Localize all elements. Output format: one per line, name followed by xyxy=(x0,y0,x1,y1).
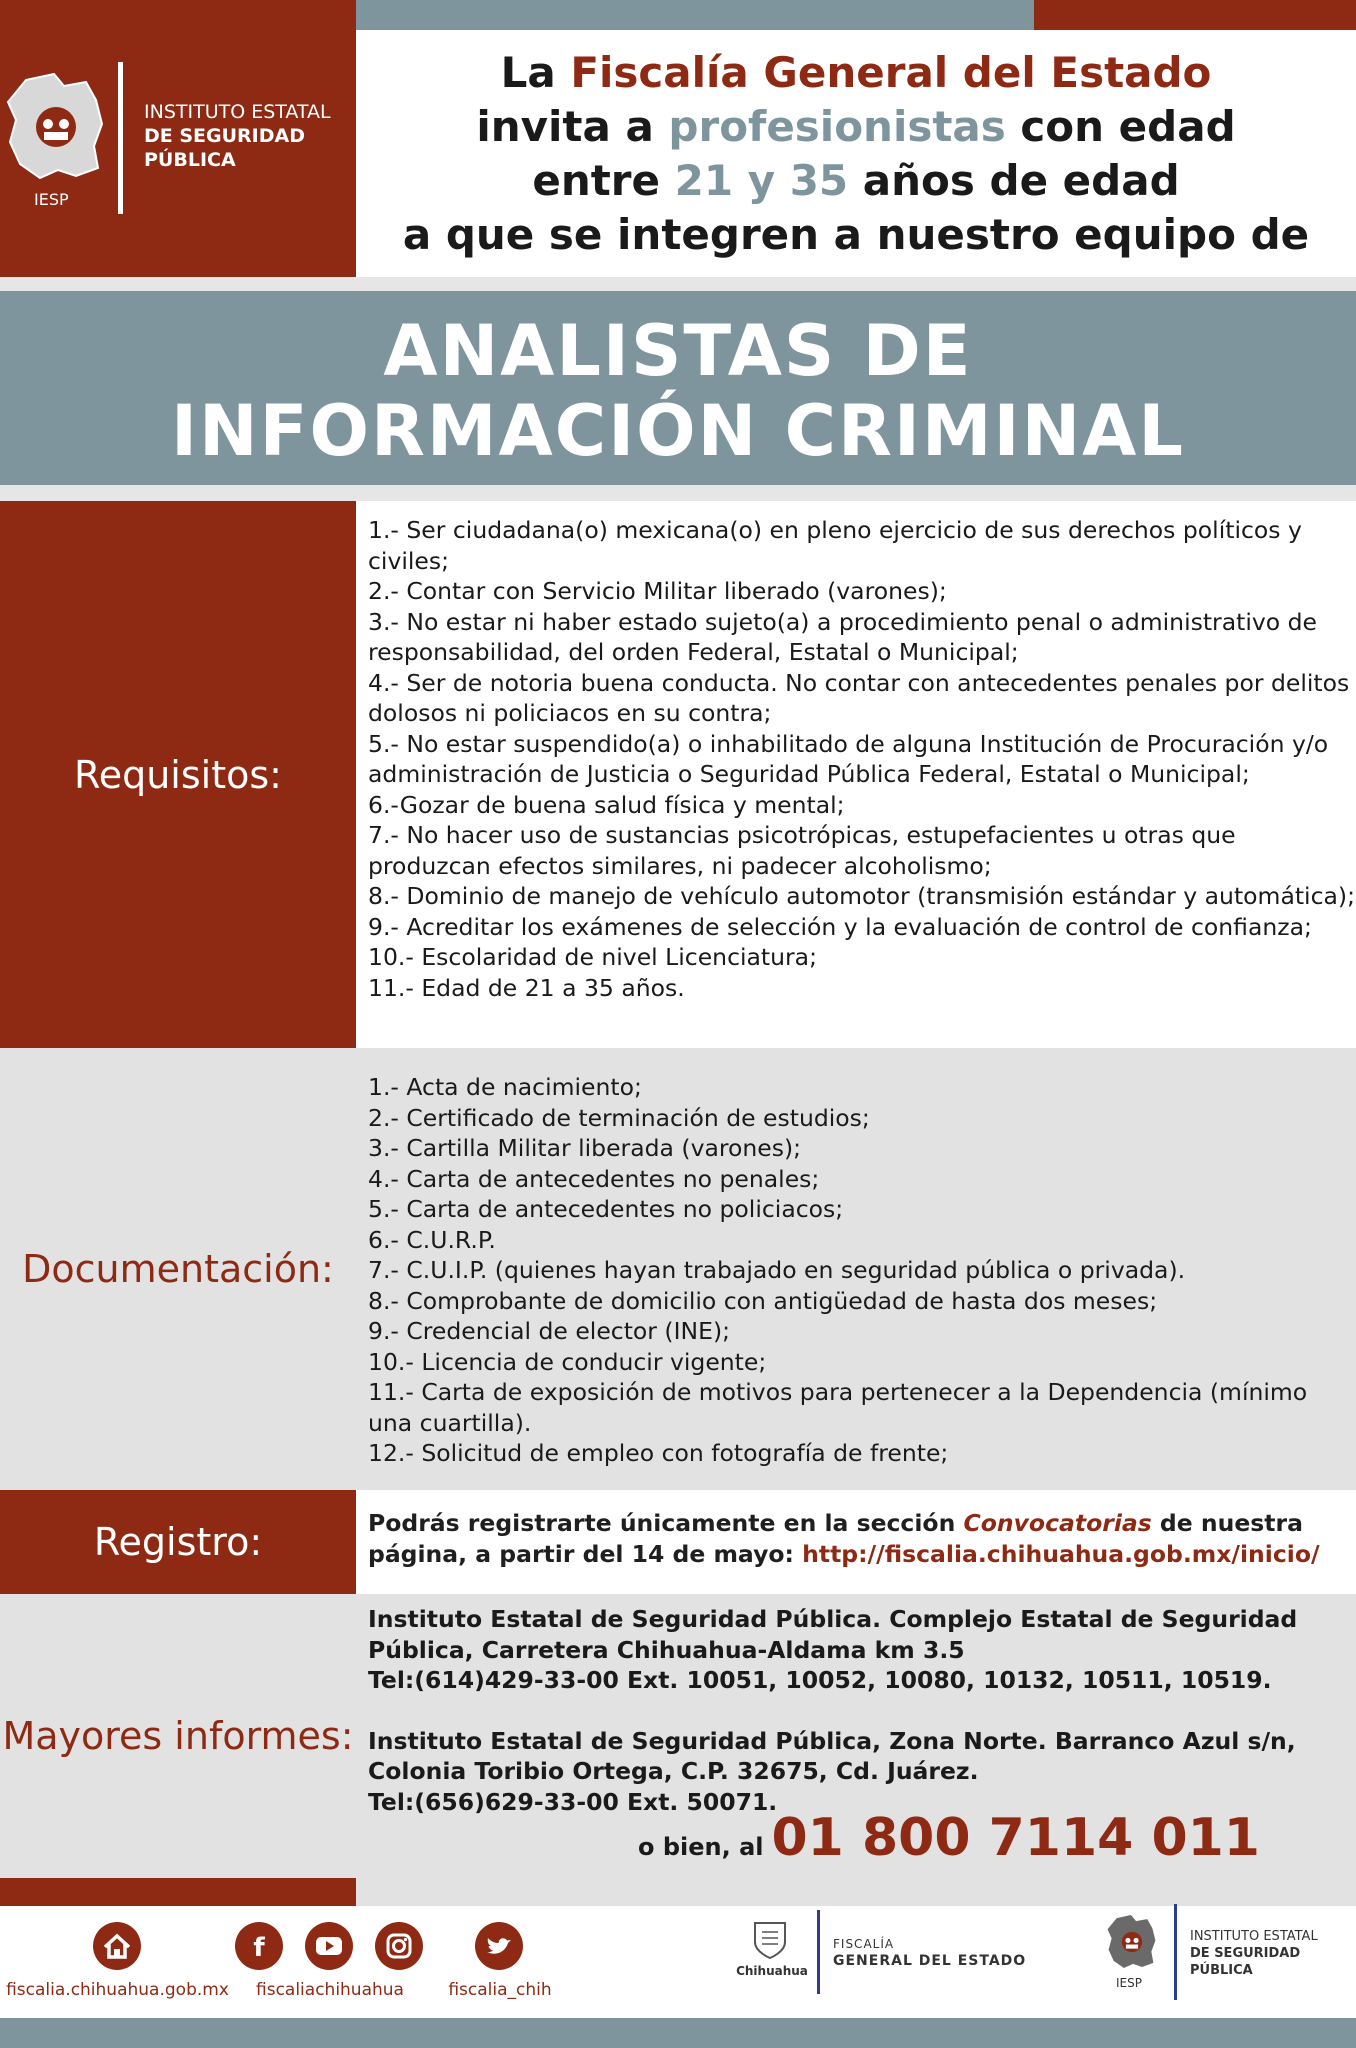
logo-divider xyxy=(817,1910,820,1994)
list-item: 4.- Ser de notoria buena conducta. No contar con antecedentes penales por delitos dolosos ni policiacos en su contra; xyxy=(368,668,1350,727)
home-icon[interactable] xyxy=(93,1922,141,1970)
chihuahua-shield-icon xyxy=(752,1920,788,1960)
title-line1: ANALISTAS DE xyxy=(383,310,973,392)
list-item: 11.- Carta de exposición de motivos para pertenecer a la Dependencia (mínimo una cuartilla). xyxy=(368,1378,1308,1437)
list-item: 3.- Cartilla Militar liberada (varones); xyxy=(368,1134,802,1162)
informes-label: Mayores informes: xyxy=(0,1594,356,1878)
list-item: 2.- Certificado de terminación de estudios; xyxy=(368,1103,870,1132)
separator xyxy=(0,277,1356,291)
list-item: 9.- Credencial de elector (INE); xyxy=(368,1317,731,1345)
registro-section-name: Convocatorias xyxy=(963,1509,1152,1537)
list-item: 1.- Acta de nacimiento; xyxy=(368,1073,642,1101)
iesp-line3: PÚBLICA xyxy=(1190,1963,1253,1978)
iesp-caption: IESP xyxy=(34,190,69,209)
intro-text xyxy=(356,30,1356,277)
top-bar-red xyxy=(1034,0,1356,30)
intro-line3-pre: entre xyxy=(532,156,675,205)
intro-line2-post: con edad xyxy=(1005,102,1236,151)
youtube-icon[interactable] xyxy=(305,1922,353,1970)
documentacion-list xyxy=(356,1048,1356,1490)
requisitos-label: Requisitos: xyxy=(0,501,356,1048)
fge-logo-text xyxy=(833,1936,1026,1970)
top-bar-slate xyxy=(356,0,1034,30)
list-item: 2.- Contar con Servicio Militar liberado (varones); xyxy=(368,577,947,605)
iesp-line2: DE SEGURIDAD xyxy=(1190,1946,1301,1961)
office2-address: Instituto Estatal de Seguridad Pública, Zona Norte. Barranco Azul s/n, Colonia Toribio Ortega, C.P. 32675, Cd. Juárez. xyxy=(368,1726,1296,1785)
footer-bar-grey xyxy=(356,1878,1356,1906)
intro-line1-accent: Fiscalía General del Estado xyxy=(570,48,1212,97)
list-item: 12.- Solicitud de empleo con fotografía de frente; xyxy=(368,1439,949,1467)
documentacion-label: Documentación: xyxy=(0,1048,356,1490)
logo-divider xyxy=(1174,1904,1177,2000)
office1-address: Instituto Estatal de Seguridad Pública. Complejo Estatal de Seguridad Pública, Carretera Chihuahua-Aldama km 3.5 xyxy=(368,1605,1298,1664)
intro-line2-accent: profesionistas xyxy=(668,102,1006,151)
intro-line4: a que se integren a nuestro equipo de xyxy=(402,210,1310,259)
list-item: 10.- Escolaridad de nivel Licenciatura; xyxy=(368,943,818,971)
list-item: 10.- Licencia de conducir vigente; xyxy=(368,1347,767,1376)
state-map-icon xyxy=(6,72,106,182)
list-item: 5.- No estar suspendido(a) o inhabilitado de alguna Institución de Procuración y/o administración de Justicia o Seguridad Pública Federal, Estatal o Municipal; xyxy=(368,729,1329,788)
registro-text-mid: de nuestra página, a partir del 14 de mayo: xyxy=(368,1509,1303,1568)
logo-name-line2: DE SEGURIDAD xyxy=(144,125,305,147)
state-map-icon xyxy=(1106,1914,1158,1970)
list-item: 8.- Dominio de manejo de vehículo automotor (transmisión estándar y automática); xyxy=(368,882,1355,910)
list-item: 8.- Comprobante de domicilio con antigüedad de hasta dos meses; xyxy=(368,1286,1158,1315)
phone-prefix: o bien, al xyxy=(637,1833,764,1861)
bottom-strip xyxy=(0,2018,1356,2048)
list-item: 9.- Acreditar los exámenes de selección y la evaluación de control de confianza; xyxy=(368,912,1312,941)
phone-number[interactable]: 01 800 7114 011 xyxy=(771,1808,1260,1868)
iesp-line1: INSTITUTO ESTATAL xyxy=(1190,1929,1318,1944)
iesp-logo-name xyxy=(144,100,331,172)
separator xyxy=(0,485,1356,501)
list-item: 7.- No hacer uso de sustancias psicotrópicas, estupefacientes u otras que produzcan efectos similares, ni padecer alcoholismo; xyxy=(368,821,1236,880)
logo-divider xyxy=(118,62,123,214)
twitter-handle[interactable]: fiscalia_chih xyxy=(448,1980,552,2000)
footer-bar-red xyxy=(0,1878,356,1906)
list-item: 7.- C.U.I.P. (quienes hayan trabajado en seguridad pública o privada). xyxy=(368,1256,1186,1284)
intro-line2-pre: invita a xyxy=(476,102,669,151)
iesp-caption-small: IESP xyxy=(1116,1976,1142,1990)
instagram-icon[interactable] xyxy=(375,1922,423,1970)
svg-text:f: f xyxy=(253,1933,265,1963)
social-handle[interactable]: fiscaliachihuahua xyxy=(256,1980,404,2000)
registro-label: Registro: xyxy=(0,1490,356,1594)
page-title xyxy=(0,291,1356,485)
registro-text xyxy=(356,1490,1356,1594)
website-link[interactable]: fiscalia.chihuahua.gob.mx xyxy=(6,1980,229,2000)
list-item: 4.- Carta de antecedentes no penales; xyxy=(368,1164,820,1193)
intro-line1-pre: La xyxy=(500,48,571,97)
list-item: 3.- No estar ni haber estado sujeto(a) a procedimiento penal o administrativo de responsabilidad, del orden Federal, Estatal o Municipal; xyxy=(368,607,1317,666)
list-item: 11.- Edad de 21 a 35 años. xyxy=(368,973,685,1002)
logo-name-line3: PÚBLICA xyxy=(144,149,236,171)
chihuahua-logo-text: Chihuahua xyxy=(736,1964,808,1978)
fge-line2: GENERAL DEL ESTADO xyxy=(833,1953,1027,1969)
list-item: 1.- Ser ciudadana(o) mexicana(o) en pleno ejercicio de sus derechos políticos y civiles; xyxy=(368,516,1302,575)
twitter-icon[interactable] xyxy=(475,1922,523,1970)
logo-name-line1: INSTITUTO ESTATAL xyxy=(144,101,331,123)
iesp-footer-logo-text xyxy=(1190,1928,1318,1979)
intro-line3-post: años de edad xyxy=(848,156,1180,205)
list-item: 5.- Carta de antecedentes no policiacos; xyxy=(368,1195,844,1223)
office1-phone: Tel:(614)429-33-00 Ext. 10051, 10052, 10080, 10132, 10511, 10519. xyxy=(368,1666,1272,1694)
intro-line3-accent: 21 y 35 xyxy=(674,156,849,205)
office2-phone: Tel:(656)629-33-00 Ext. 50071. xyxy=(368,1787,778,1816)
title-line2: INFORMACIÓN CRIMINAL xyxy=(171,390,1185,472)
toll-free-phone xyxy=(356,1808,1260,1868)
registro-text-pre: Podrás registrarte únicamente en la sección xyxy=(368,1509,964,1537)
registro-url-link[interactable]: http://fiscalia.chihuahua.gob.mx/inicio/ xyxy=(802,1539,1320,1568)
facebook-icon[interactable] xyxy=(235,1922,283,1970)
requisitos-list xyxy=(356,501,1356,1048)
list-item: 6.-Gozar de buena salud física y mental; xyxy=(368,790,845,819)
fge-line1: FISCALÍA xyxy=(833,1937,895,1951)
list-item: 6.- C.U.R.P. xyxy=(368,1225,496,1254)
